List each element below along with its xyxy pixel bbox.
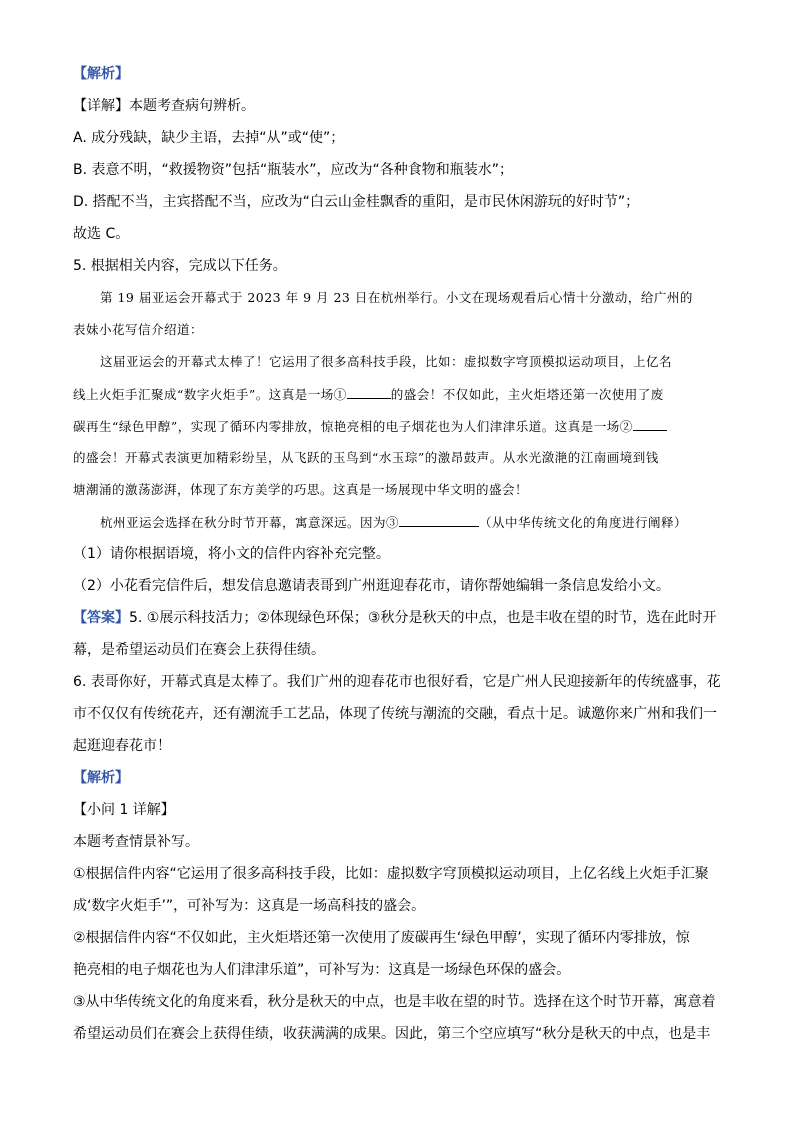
analysis-text: ②根据信件内容“不仅如此，主火炬塔还第一次使用了废碳再生‘绿色甲醇’，实现了循环内零排放，惊	[73, 930, 690, 946]
letter-intro-1: 第 19 届亚运会开幕式于 2023 年 9 月 23 日在杭州举行。小文在现场观看后心情十分激动，给广州的	[100, 290, 693, 305]
answer-6-line-3: 起逛迎春花市！	[73, 738, 171, 754]
question-5: 5. 根据相关内容，完成以下任务。	[73, 258, 287, 274]
analysis-heading-2: 【解析】	[73, 770, 129, 786]
letter-text: 线上火炬手汇聚成“数字火炬手”。这真是一场①	[73, 387, 347, 402]
answer-text: 5. ①展示科技活力；②体现绿色环保；③秋分是秋天的中点，也是丰收在望的时节，选在此时开	[129, 610, 717, 626]
option-a: A. 成分残缺，缺少主语，去掉“从”或“使”；	[73, 130, 345, 146]
letter-text: 的盛会！不仅如此，主火炬塔还第一次使用了废	[390, 387, 664, 402]
letter-para-5: 塘潮涌的激荡澎湃，体现了东方美学的巧思。这真是一场展现中华文明的盛会！	[73, 482, 529, 497]
subquestion-1-heading: 【小问 1 详解】	[73, 802, 175, 818]
answer-6-line-2: 市不仅仅有传统花卉，还有潮流手工艺品，体现了传统与潮流的交融，看点十足。诚邀你来广州和我们一	[73, 706, 717, 722]
letter-text: （从中华传统文化的角度进行阐释）	[479, 515, 688, 530]
answer-line-2: 幕，是希望运动员们在赛会上获得佳绩。	[73, 642, 325, 658]
analysis-text: 希望运动员们在赛会上获得佳绩，收获满满的成果。因此，第三个空应填写“秋分是秋天的中点，也是丰	[73, 1026, 711, 1042]
answer-heading: 【答案】	[73, 610, 129, 626]
answer-choice: 故选 C。	[73, 226, 130, 242]
analysis-heading: 【解析】	[73, 66, 129, 82]
letter-intro-2: 表妹小花写信介绍道：	[73, 322, 204, 337]
letter-para-2	[73, 384, 664, 405]
letter-text: 杭州亚运会选择在秋分时节开幕，寓意深远。因为③	[100, 515, 400, 530]
blank-1[interactable]	[347, 384, 391, 399]
analysis-text: 成‘数字火炬手’”，可补写为：这真是一场高科技的盛会。	[73, 898, 426, 914]
letter-para-1: 这届亚运会的开幕式太棒了！它运用了很多高科技手段，比如：虚拟数字穹顶模拟运动项目，上亿名	[100, 354, 673, 369]
task-1: （1）请你根据语境，将小文的信件内容补充完整。	[73, 546, 390, 562]
detail-line: 【详解】本题考查病句辨析。	[73, 98, 255, 114]
answer-line-1	[73, 608, 716, 628]
task-2: （2）小花看完信件后，想发信息邀请表哥到广州逛迎春花市，请你帮她编辑一条信息发给小文。	[73, 578, 670, 594]
analysis-text: 本题考查情景补写。	[73, 834, 199, 850]
letter-para-6	[100, 512, 687, 533]
blank-2[interactable]	[633, 416, 667, 431]
answer-6-line-1: 6. 表哥你好，开幕式真是太棒了。我们广州的迎春花市也很好看，它是广州人民迎接新年的传统盛事，花	[73, 674, 721, 690]
letter-text: 碳再生“绿色甲醇”，实现了循环内零排放，惊艳亮相的电子烟花也为人们津津乐道。这真是一场②	[73, 419, 633, 434]
option-b: B. 表意不明，“救援物资”包括“瓶装水”，应改为“各种食物和瓶装水”；	[73, 162, 514, 178]
analysis-text: ①根据信件内容“它运用了很多高科技手段，比如：虚拟数字穹顶模拟运动项目，上亿名线上火炬手汇聚	[73, 866, 709, 882]
analysis-text: 艳亮相的电子烟花也为人们津津乐道”，可补写为：这真是一场绿色环保的盛会。	[73, 962, 571, 978]
blank-3[interactable]	[399, 512, 479, 527]
letter-para-3	[73, 416, 667, 437]
analysis-text: ③从中华传统文化的角度来看，秋分是秋天的中点，也是丰收在望的时节。选择在这个时节开幕，寓意着	[73, 994, 716, 1010]
letter-para-4: 的盛会！开幕式表演更加精彩纷呈，从飞跃的玉鸟到“水玉琮”的激昂鼓声。从水光潋滟的江南画境到钱	[73, 450, 659, 465]
option-d: D. 搭配不当，主宾搭配不当，应改为“白云山金桂飘香的重阳，是市民休闲游玩的好时节”；	[73, 194, 640, 210]
